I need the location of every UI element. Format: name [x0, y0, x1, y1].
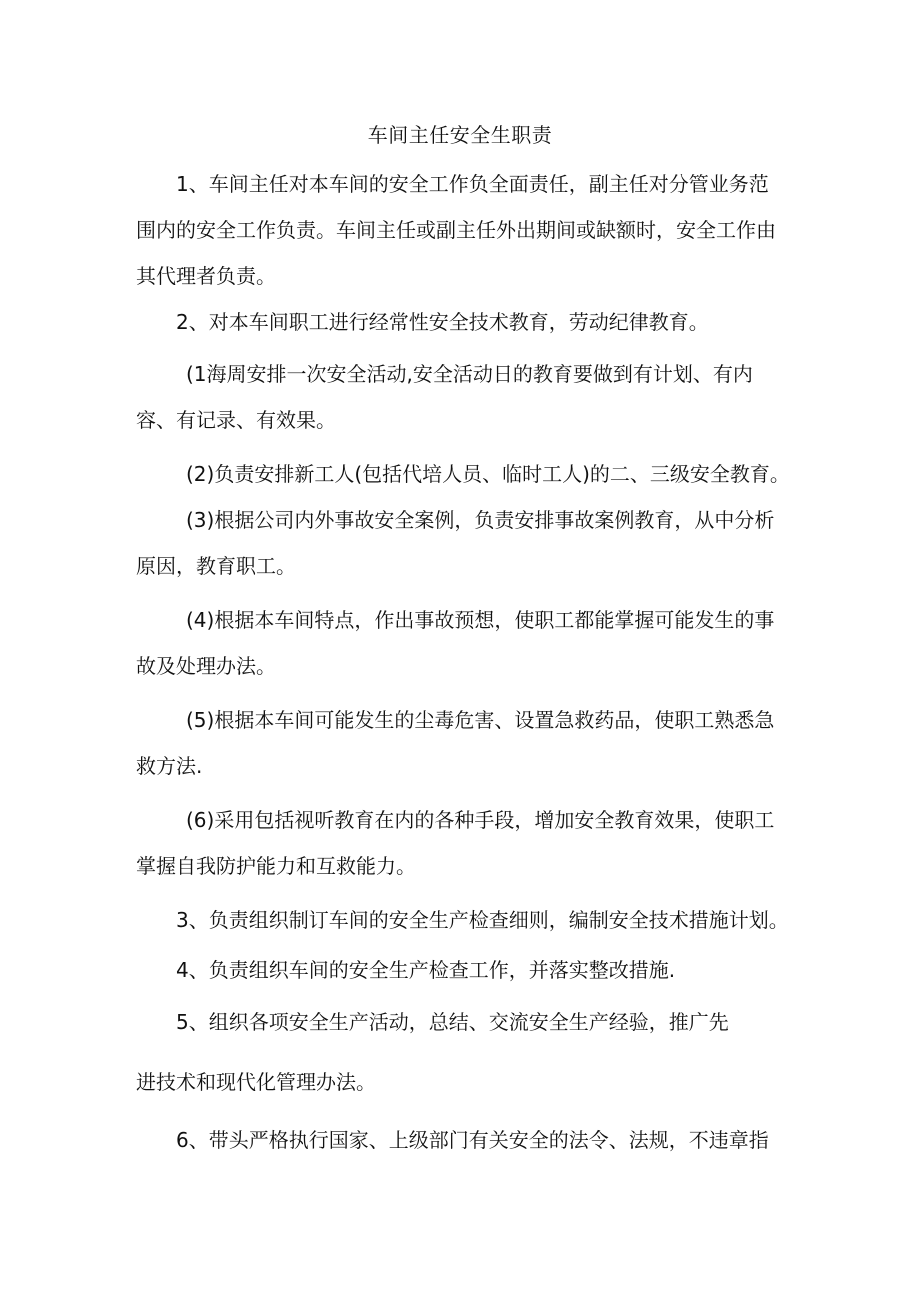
paragraph-3: 3、负责组织制订车间的安全生产检查细则，编制安全技术措施计划。	[176, 908, 789, 932]
paragraph-4: 4、负责组织车间的安全生产检查工作，并落实整改措施.	[176, 958, 676, 982]
paragraph-6: 6、带头严格执行国家、上级部门有关安全的法令、法规，不违章指	[176, 1128, 769, 1152]
paragraph-2-item-5: (5)根据本车间可能发生的尘毒危害、设置急救药品，使职工熟悉急救方法.	[136, 708, 775, 778]
paragraph-2-item-1: (1海周安排一次安全活动,安全活动日的教育要做到有计划、有内容、有记录、有效果。	[136, 362, 753, 432]
document-title: 车间主任安全生职责	[367, 123, 553, 147]
paragraph-2-item-2: (2)负责安排新工人(包括代培人员、临时工人)的二、三级安全教育。	[186, 462, 790, 486]
paragraph-2-item-3: (3)根据公司内外事故安全案例，负责安排事故案例教育，从中分析原因，教育职工。	[136, 508, 775, 578]
paragraph-5-line-2: 进技术和现代化管理办法。	[136, 1070, 376, 1094]
paragraph-1: 1、车间主任对本车间的安全工作负全面责任，副主任对分管业务范围内的安全工作负责。车间主任或副主任外出期间或缺额时，安全工作由其代理者负责。	[136, 172, 776, 288]
paragraph-2: 2、对本车间职工进行经常性安全技术教育，劳动纪律教育。	[176, 310, 709, 334]
paragraph-5-line-1: 5、组织各项安全生产活动，总结、交流安全生产经验，推广先	[176, 1010, 729, 1034]
paragraph-2-item-6: (6)采用包括视听教育在内的各种手段，增加安全教育效果，使职工掌握自我防护能力和互救能力。	[136, 808, 775, 878]
paragraph-2-item-4: (4)根据本车间特点，作出事故预想，使职工都能掌握可能发生的事故及处理办法。	[136, 608, 775, 678]
